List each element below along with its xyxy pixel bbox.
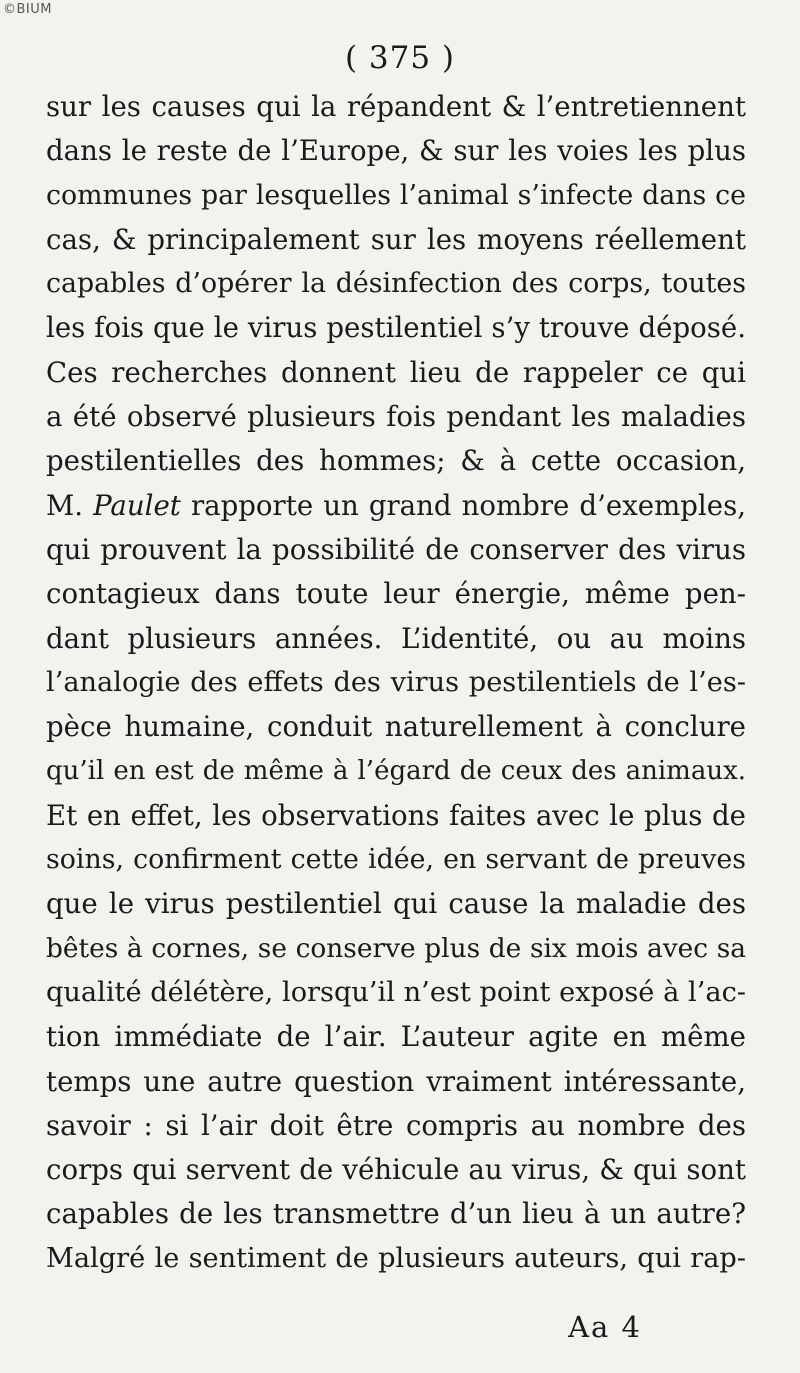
text-line: savoir : si l’air doit être compris au nombre des: [46, 1108, 746, 1142]
author-name: Paulet: [93, 488, 181, 522]
text-line: les fois que le virus pestilentiel s’y trouve déposé.: [46, 311, 746, 345]
text-line: que le virus pestilentiel qui cause la maladie des: [46, 887, 746, 921]
text-line: soins, confirment cette idée, en servant de preuves: [46, 844, 746, 876]
text-line: qui prouvent la possibilité de conserver des virus: [46, 532, 746, 566]
text-line: tion immédiate de l’air. L’auteur agite en même: [46, 1020, 746, 1054]
watermark: ©BIUM: [3, 2, 52, 17]
signature-mark: Aa 4: [568, 1310, 642, 1344]
text-line: dant plusieurs années. L’identité, ou au moins: [46, 621, 746, 655]
text-line: a été observé plusieurs fois pendant les maladies: [46, 400, 746, 434]
text-line: qualité délétère, lorsqu’il n’est point exposé à l’ac-: [46, 976, 746, 1008]
text-line: Malgré le sentiment de plusieurs auteurs, qui rap-: [46, 1242, 746, 1274]
text-line: pestilentielles des hommes; & à cette occasion,: [46, 444, 746, 478]
text-line: qu’il en est de même à l’égard de ceux des animaux.: [46, 756, 746, 787]
text-line: Ces recherches donnent lieu de rappeler ce qui: [46, 355, 746, 389]
text-line: corps qui servent de véhicule au virus, & qui sont: [46, 1153, 746, 1187]
line-prefix: M.: [46, 488, 94, 522]
text-line: bêtes à cornes, se conserve plus de six mois avec sa: [46, 932, 746, 964]
text-line: dans le reste de l’Europe, & sur les voies les plus: [46, 134, 746, 168]
text-line: sur les causes qui la répandent & l’entretiennent: [46, 90, 746, 123]
text-line: Et en effet, les observations faites avec le plus de: [46, 798, 746, 832]
text-line-with-name: [46, 484, 746, 528]
text-line: l’analogie des effets des virus pestilentiels de l’es-: [46, 666, 746, 698]
text-line: capables d’opérer la désinfection des corps, toutes: [46, 268, 746, 300]
text-line: pèce humaine, conduit naturellement à conclure: [46, 710, 746, 744]
text-line: capables de les transmettre d’un lieu à un autre?: [46, 1197, 746, 1231]
text-line: temps une autre question vraiment intéressante,: [46, 1064, 746, 1098]
line-suffix: rapporte un grand nombre d’exemples,: [180, 488, 747, 522]
text-line: cas, & principalement sur les moyens réellement: [46, 222, 746, 256]
text-body: [46, 85, 746, 1281]
text-line: contagieux dans toute leur énergie, même pen-: [46, 577, 746, 611]
page-number: ( 375 ): [344, 40, 456, 76]
text-line: communes par lesquelles l’animal s’infecte dans ce: [46, 179, 746, 211]
